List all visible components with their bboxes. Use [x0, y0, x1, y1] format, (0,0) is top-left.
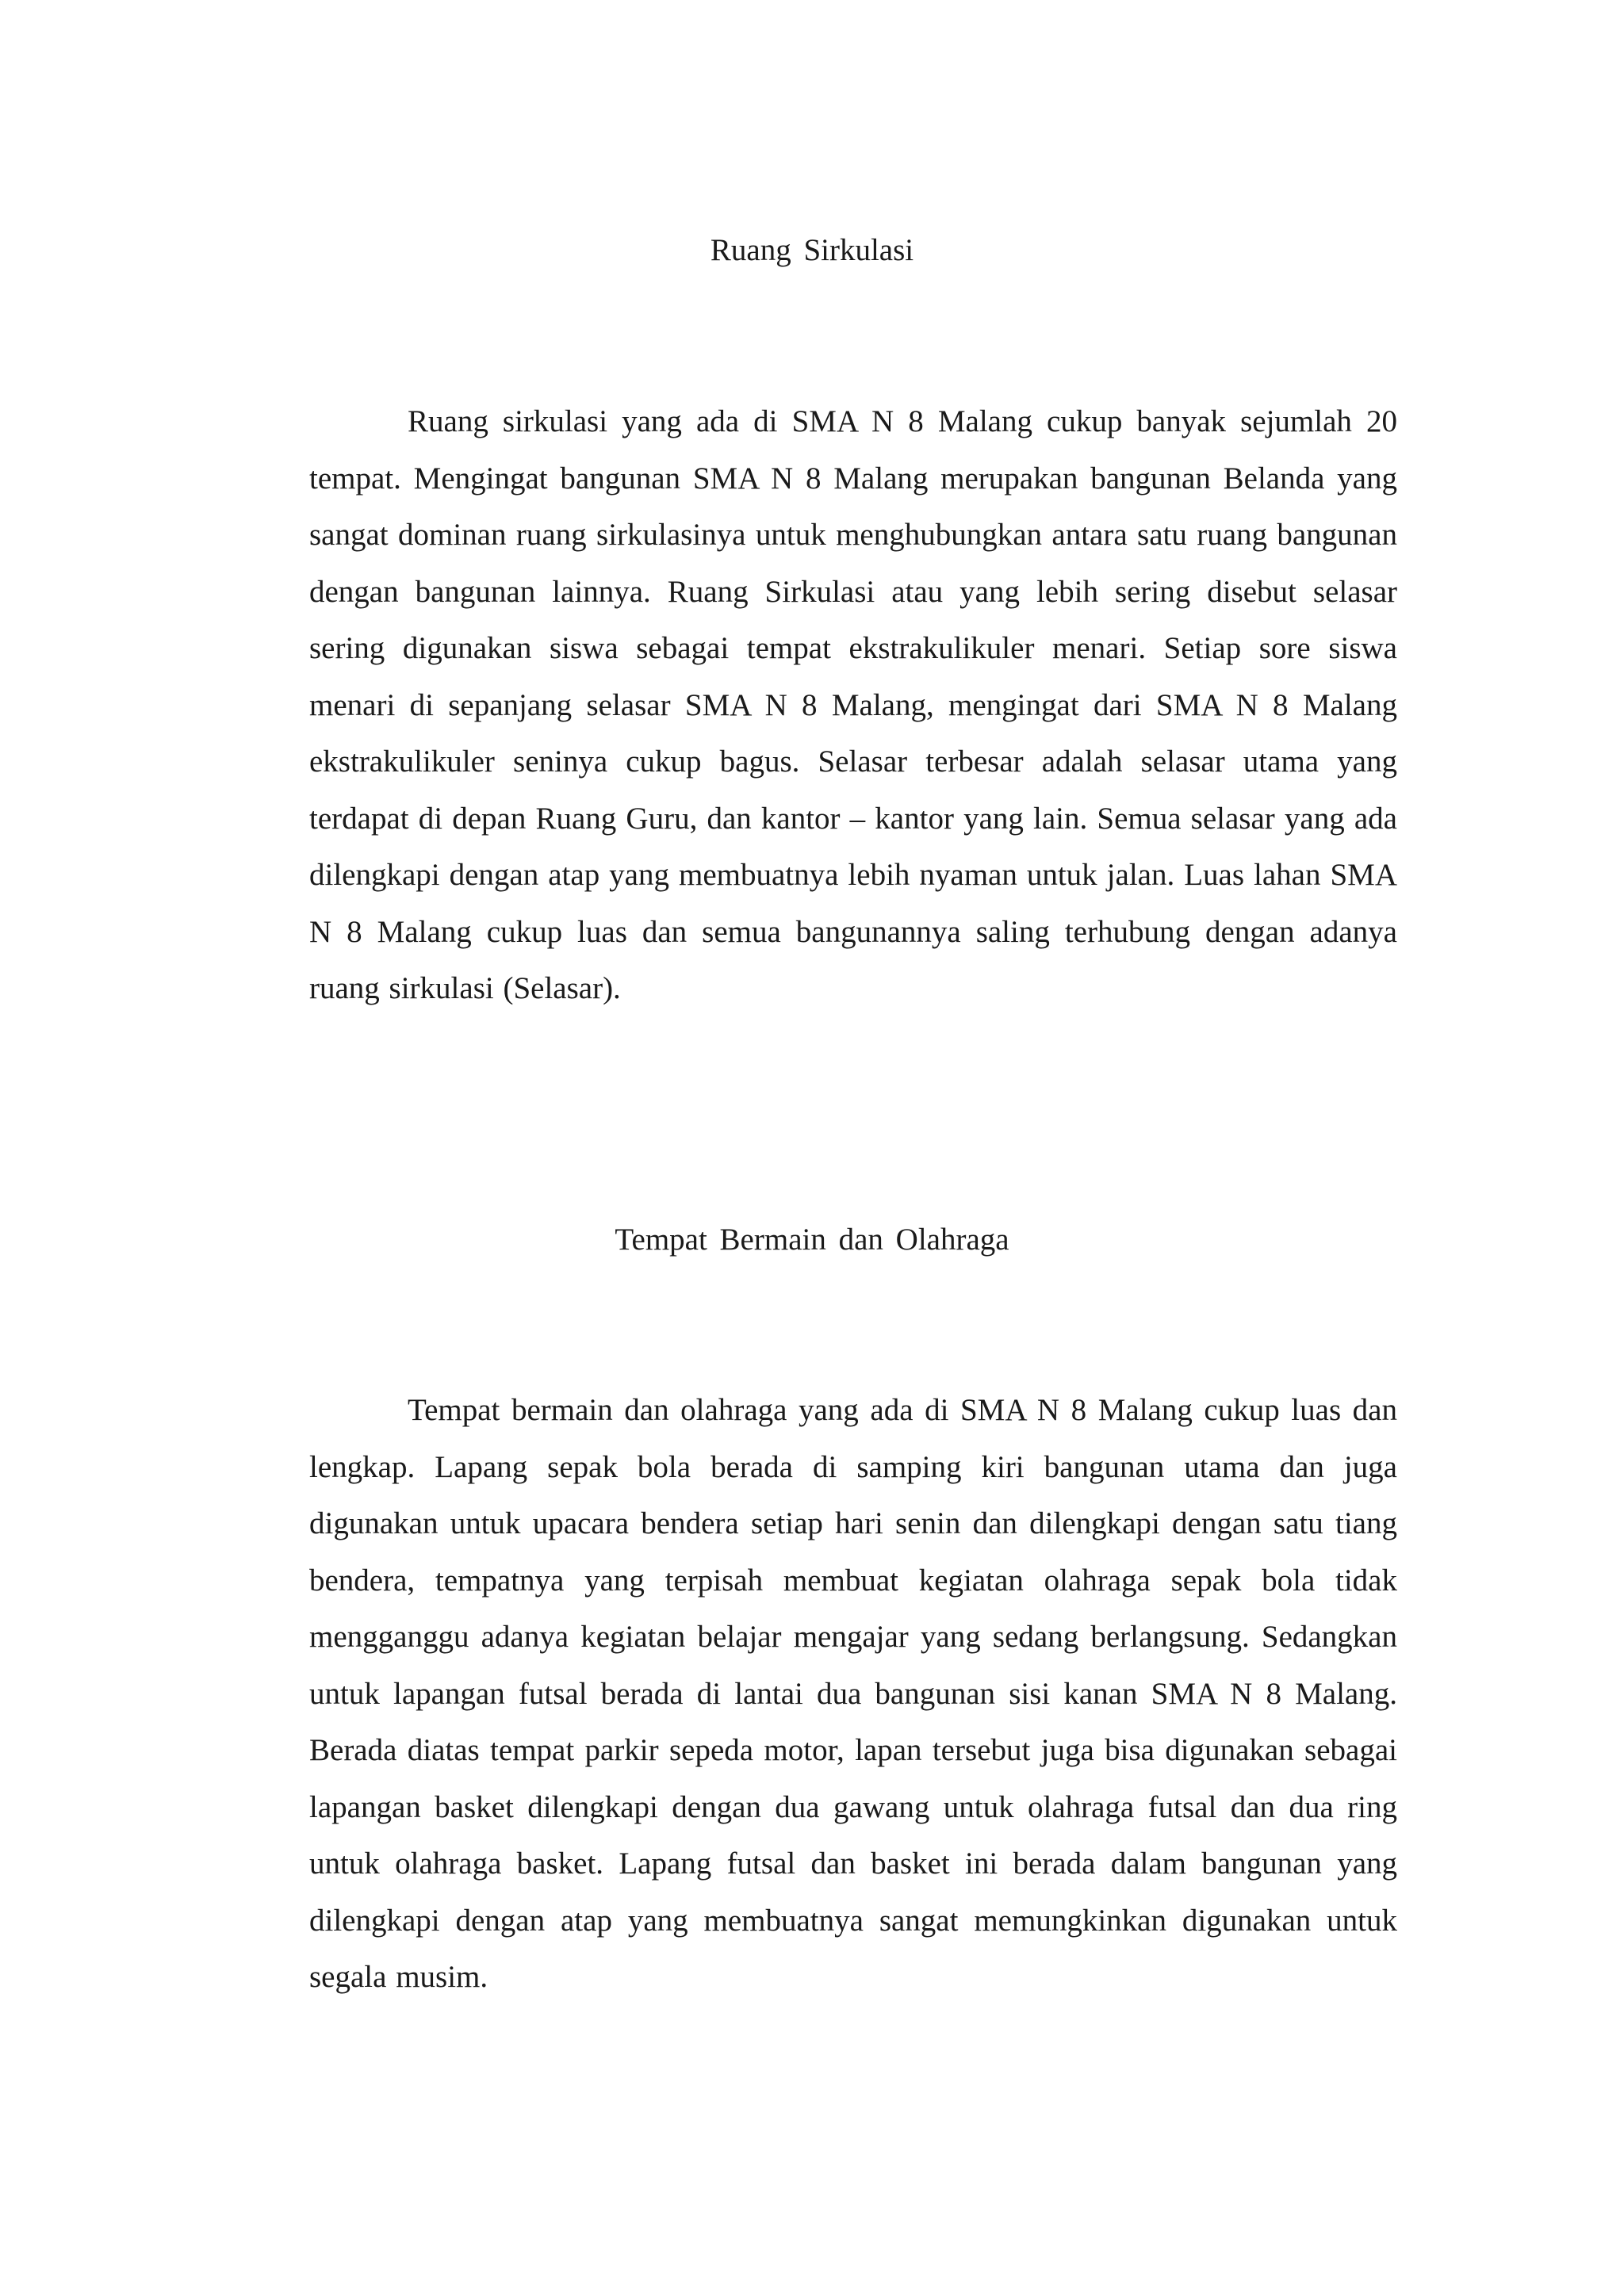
- section-paragraph-ruang-sirkulasi: Ruang sirkulasi yang ada di SMA N 8 Malang cukup banyak sejumlah 20 tempat. Mengingat bangunan SMA N 8 Malang merupakan bangunan Belanda yang sangat dominan ruang sirkulasinya untuk menghubungkan antara satu ruang bangunan dengan bangunan lainnya. Ruang Sirkulasi atau yang lebih sering disebut selasar sering digunakan siswa sebagai tempat ekstrakulikuler menari. Setiap sore siswa menari di sepanjang selasar SMA N 8 Malang, mengingat dari SMA N 8 Malang ekstrakulikuler seninya cukup bagus. Selasar terbesar adalah selasar utama yang terdapat di depan Ruang Guru, dan kantor – kantor yang lain. Semua selasar yang ada dilengkapi dengan atap yang membuatnya lebih nyaman untuk jalan. Luas lahan SMA N 8 Malang cukup luas dan semua bangunannya saling terhubung dengan adanya ruang sirkulasi (Selasar).: [309, 404, 1397, 1005]
- section-heading-ruang-sirkulasi: Ruang Sirkulasi: [710, 233, 914, 267]
- section-heading-tempat-bermain-olahraga: Tempat Bermain dan Olahraga: [615, 1223, 1009, 1257]
- section-paragraph-tempat-bermain-olahraga: Tempat bermain dan olahraga yang ada di SMA N 8 Malang cukup luas dan lengkap. Lapang sepak bola berada di samping kiri bangunan utama dan juga digunakan untuk upacara bendera setiap hari senin dan dilengkapi dengan satu tiang bendera, tempatnya yang terpisah membuat kegiatan olahraga sepak bola tidak mengganggu adanya kegiatan belajar mengajar yang sedang berlangsung. Sedangkan untuk lapangan futsal berada di lantai dua bangunan sisi kanan SMA N 8 Malang. Berada diatas tempat parkir sepeda motor, lapan tersebut juga bisa digunakan sebagai lapangan basket dilengkapi dengan dua gawang untuk olahraga futsal dan dua ring untuk olahraga basket. Lapang futsal dan basket ini berada dalam bangunan yang dilengkapi dengan atap yang membuatnya sangat memungkinkan digunakan untuk segala musim.: [309, 1393, 1397, 1994]
